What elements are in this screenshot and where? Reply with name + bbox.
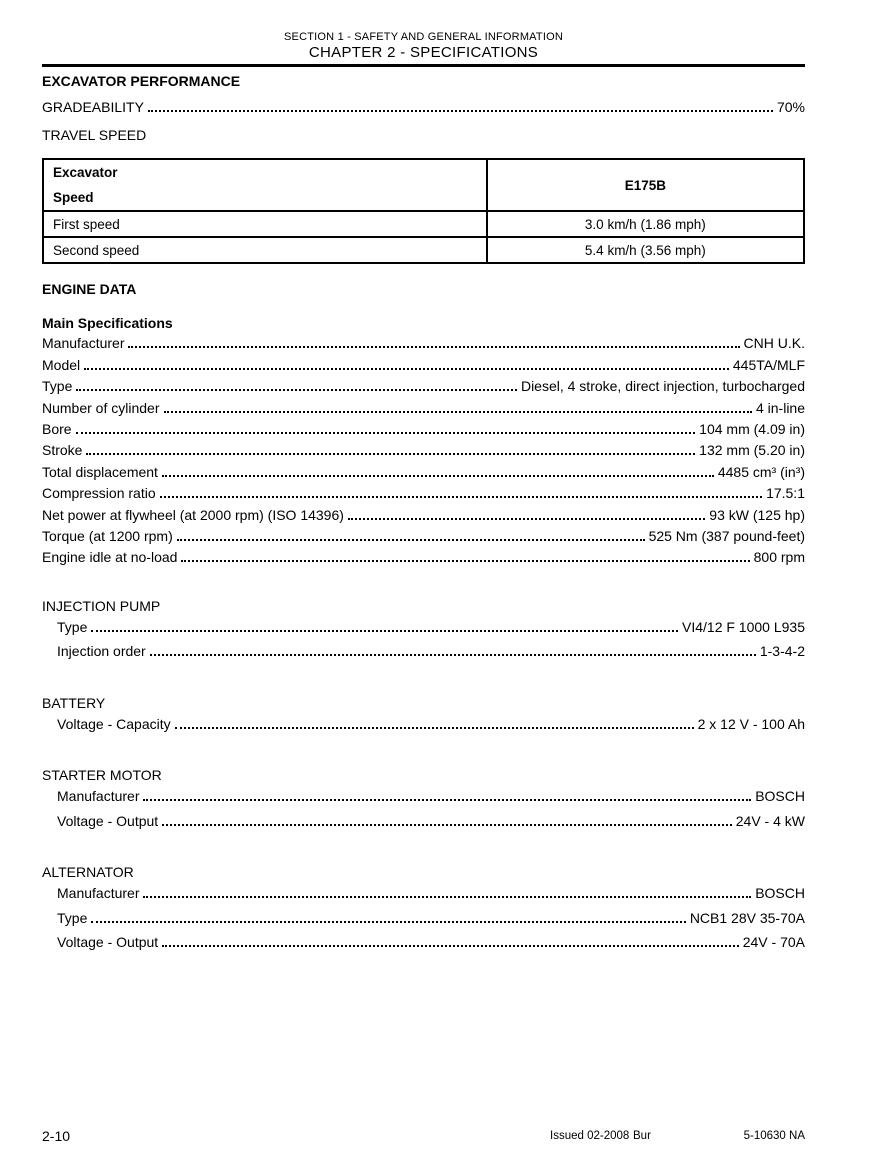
spec-value: 4485 cm³ (in³) (717, 463, 805, 480)
spec-value: 132 mm (5.20 in) (699, 442, 805, 459)
spec-label: Bore (42, 421, 72, 438)
table-cell-value: 3.0 km/h (1.86 mph) (487, 211, 804, 237)
spec-row (42, 419, 805, 440)
chapter-header: CHAPTER 2 - SPECIFICATIONS (308, 44, 539, 61)
revision-code: Bur (633, 1130, 651, 1142)
table-cell-label: First speed (43, 211, 487, 237)
spec-label: Stroke (42, 442, 83, 459)
spec-row (42, 526, 805, 547)
table-header-row (43, 159, 804, 211)
spec-label: Torque (at 1200 rpm) (42, 528, 173, 545)
subsection-battery (42, 694, 805, 737)
dot-leader (148, 110, 773, 112)
spec-label: Net power at flywheel (at 2000 rpm) (ISO 14396) (42, 506, 344, 523)
travel-speed-table (42, 158, 805, 264)
spec-label: Manufacturer (42, 335, 125, 352)
spec-value: 70% (776, 99, 805, 115)
table-cell-value: 5.4 km/h (3.56 mph) (487, 237, 804, 263)
issued-date: Issued 02-2008 (550, 1130, 630, 1142)
spec-value: 800 rpm (753, 549, 805, 566)
section-title-engine-data: ENGINE DATA (42, 281, 137, 298)
subsection-title: BATTERY (42, 694, 106, 711)
spec-row (57, 615, 805, 640)
subsection-title-main-specifications: Main Specifications (42, 315, 173, 332)
table-row (43, 237, 804, 263)
spec-label: Injection order (57, 643, 146, 660)
section-title-excavator-performance: EXCAVATOR PERFORMANCE (42, 73, 241, 89)
table-header-line2: Speed (53, 190, 94, 206)
spec-label: Type (42, 378, 73, 395)
spec-label: Number of cylinder (42, 399, 160, 416)
spec-value: 17.5:1 (766, 485, 805, 502)
spec-label: Voltage - Output (57, 812, 159, 829)
dot-leader (86, 453, 695, 455)
spec-value: 445TA/MLF (732, 356, 805, 373)
document-number: 5-10630 NA (743, 1130, 805, 1142)
spec-value: BOSCH (755, 885, 805, 902)
spec-value: 525 Nm (387 pound-feet) (648, 528, 805, 545)
spec-value: Diesel, 4 stroke, direct injection, turbocharged (520, 378, 805, 395)
spec-label: Type (57, 618, 88, 635)
spec-value: 2 x 12 V - 100 Ah (697, 715, 805, 732)
table-header-cell-excavator-speed (43, 159, 487, 211)
dot-leader (181, 560, 749, 562)
spec-label: Voltage - Output (57, 934, 159, 951)
table-cell-label: Second speed (43, 237, 487, 263)
travel-speed-label: TRAVEL SPEED (42, 127, 147, 144)
header-rule (42, 64, 805, 67)
spec-value: 1-3-4-2 (759, 643, 805, 660)
subsection-title: STARTER MOTOR (42, 767, 162, 784)
spec-value: 4 in-line (755, 399, 805, 416)
spec-label: Type (57, 909, 88, 926)
section-header: SECTION 1 - SAFETY AND GENERAL INFORMATION (284, 31, 563, 43)
dot-leader (162, 945, 739, 947)
spec-label: Total displacement (42, 463, 158, 480)
spec-label: Model (42, 356, 81, 373)
spec-label: Manufacturer (57, 885, 140, 902)
spec-value: 24V - 4 kW (735, 812, 805, 829)
dot-leader (91, 921, 685, 923)
running-header (42, 0, 805, 67)
spec-row (57, 712, 805, 737)
spec-row (42, 440, 805, 461)
spec-value: NCB1 28V 35-70A (689, 909, 805, 926)
spec-value: 93 kW (125 hp) (709, 506, 805, 523)
subsection-starter-motor (42, 766, 805, 833)
page-content (42, 0, 805, 955)
spec-row (42, 483, 805, 504)
spec-label: Voltage - Capacity (57, 715, 171, 732)
spec-label: Engine idle at no-load (42, 549, 178, 566)
spec-row (57, 784, 805, 809)
spec-value: BOSCH (755, 788, 805, 805)
subsection-alternator (42, 863, 805, 955)
dot-leader (150, 654, 756, 656)
spec-row (57, 639, 805, 664)
spec-row (42, 547, 805, 568)
dot-leader (162, 824, 732, 826)
subsection-title: ALTERNATOR (42, 864, 134, 881)
spec-label: GRADEABILITY (42, 99, 144, 115)
dot-leader (177, 539, 645, 541)
spec-row (42, 462, 805, 483)
dot-leader (160, 496, 762, 498)
dot-leader (164, 411, 752, 413)
dot-leader (128, 346, 739, 348)
spec-row (57, 809, 805, 834)
dot-leader (175, 727, 694, 729)
spec-row-gradeability (42, 97, 805, 118)
spec-row (57, 906, 805, 931)
dot-leader (84, 368, 729, 370)
dot-leader (143, 896, 751, 898)
spec-label: Compression ratio (42, 485, 156, 502)
subsection-injection-pump (42, 597, 805, 664)
spec-value: CNH U.K. (743, 335, 805, 352)
spec-value: 104 mm (4.09 in) (699, 421, 805, 438)
spec-row (42, 376, 805, 397)
dot-leader (162, 475, 714, 477)
table-header-cell-model: E175B (487, 159, 804, 211)
spec-row (42, 505, 805, 526)
table-row (43, 211, 804, 237)
page-footer (42, 1126, 805, 1146)
spec-value: VI4/12 F 1000 L935 (682, 618, 805, 635)
dot-leader (76, 432, 696, 434)
dot-leader (91, 630, 678, 632)
page-number: 2-10 (42, 1128, 71, 1144)
main-specifications-list (42, 333, 805, 568)
spec-row (42, 398, 805, 419)
dot-leader (76, 389, 517, 391)
spec-row (57, 930, 805, 955)
spec-value: 24V - 70A (742, 934, 805, 951)
spec-row (57, 881, 805, 906)
spec-label: Manufacturer (57, 788, 140, 805)
spec-row (42, 333, 805, 354)
dot-leader (143, 799, 751, 801)
dot-leader (348, 518, 705, 520)
subsection-title: INJECTION PUMP (42, 597, 161, 614)
table-header-line1: Excavator (53, 165, 118, 181)
spec-row (42, 355, 805, 376)
